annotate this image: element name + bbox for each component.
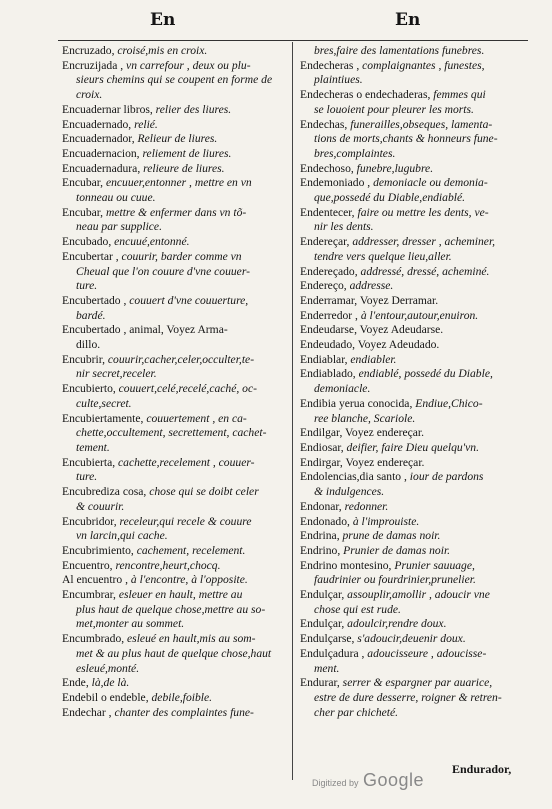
watermark-prefix: Digitized by (312, 778, 359, 788)
entry-translation: plaintiues. (314, 73, 363, 87)
entry-translation: encuué,entonné. (111, 235, 190, 249)
entry-continuation-line (300, 250, 522, 265)
entry-translation: funebre,lugubre. (353, 161, 434, 175)
entry-translation: couurir,cacher,celer,occulter,te- (105, 352, 255, 366)
entry-translation: Prunier sauuage, (391, 558, 475, 572)
entry-translation: & indulgences. (314, 485, 385, 499)
entry-translation: cachette,recelement , couuer- (115, 455, 255, 469)
dictionary-entry-line (300, 323, 522, 338)
entry-translation: couuertement , en ca- (143, 411, 247, 425)
entry-translation: endiabler. (347, 352, 397, 366)
entry-translation: Relieur de liures. (134, 132, 218, 146)
entry-translation: tonneau ou cuue. (76, 191, 156, 205)
entry-translation: là,de là. (88, 676, 130, 690)
entry-continuation-line (62, 73, 284, 88)
dictionary-entry-line (62, 103, 284, 118)
column-divider (292, 42, 293, 780)
entry-translation: ture. (76, 279, 98, 293)
dictionary-entry-line (62, 235, 284, 250)
dictionary-entry-line (300, 88, 522, 103)
dictionary-entry-line (62, 691, 284, 706)
entry-translation: dillo. (76, 338, 101, 352)
page-header (0, 10, 552, 32)
entry-headword: Encruzijada , (62, 58, 124, 72)
entry-headword: Endrino, (300, 543, 341, 557)
entry-headword: Encubertado , (62, 293, 127, 307)
entry-translation: ree blanche, Scariole. (314, 411, 416, 425)
entry-continuation-line (300, 603, 522, 618)
dictionary-entry-line (62, 118, 284, 133)
entry-headword: Encubierto, (62, 382, 116, 396)
dictionary-entry-line (62, 323, 284, 338)
dictionary-entry-line (300, 559, 522, 574)
entry-translation: Cheual que l'on couure d'vne couuer- (76, 264, 250, 278)
dictionary-entry-line (300, 353, 522, 368)
entry-translation: à l'entour,autour,enuiron. (357, 308, 479, 322)
entry-translation: & couurir. (76, 499, 125, 513)
dictionary-entry-line (62, 676, 284, 691)
entry-headword: Encubrediza cosa, (62, 485, 147, 499)
entry-translation: prune de damas noir. (339, 529, 441, 543)
entry-headword: Endulçar, (300, 617, 345, 631)
entry-translation: Endiue,Chico- (412, 396, 483, 410)
entry-translation: iour de pardons (406, 470, 484, 484)
entry-continuation-line (300, 147, 522, 162)
dictionary-entry-line (300, 470, 522, 485)
entry-headword: Endiosar, (300, 440, 344, 454)
dictionary-entry-line (62, 250, 284, 265)
entry-headword: Endeudarse, Voyez Adeudarse. (300, 323, 444, 337)
entry-translation: serrer & espargner par auarice, (339, 676, 493, 690)
entry-translation: à l'improuiste. (349, 514, 420, 528)
entry-translation: ture. (76, 470, 98, 484)
dictionary-entry-line (300, 397, 522, 412)
entry-translation: esleué en hault,mis au som- (124, 632, 256, 646)
entry-headword: Endirgar, Voyez endereçar. (300, 455, 425, 469)
entry-continuation-line (62, 88, 284, 103)
entry-headword: Encubertado , animal, Voyez Arma- (62, 323, 228, 337)
entry-continuation-line (62, 397, 284, 412)
dictionary-entry-line (300, 426, 522, 441)
dictionary-entry-line (300, 206, 522, 221)
entry-continuation-line (62, 338, 284, 353)
dictionary-entry-line (62, 382, 284, 397)
dictionary-entry-line (300, 118, 522, 133)
entry-continuation-line (300, 691, 522, 706)
entry-continuation-line (62, 603, 284, 618)
entry-continuation-line (62, 662, 284, 677)
entry-continuation-line (300, 573, 522, 588)
left-column (62, 44, 284, 720)
entry-headword: Endereçar, (300, 235, 350, 249)
dictionary-entry-line (62, 573, 284, 588)
entry-translation: bardé. (76, 308, 106, 322)
dictionary-entry-line (300, 676, 522, 691)
entry-translation: funerailles,obseques, lamenta- (347, 117, 493, 131)
entry-headword: Endechas, (300, 117, 348, 131)
entry-continuation-line (62, 441, 284, 456)
entry-continuation-line (62, 191, 284, 206)
entry-headword: Encuentro, (62, 558, 113, 572)
dictionary-entry-line (300, 279, 522, 294)
entry-translation: ment. (314, 661, 340, 675)
dictionary-entry-line (300, 176, 522, 191)
entry-translation: complaignantes , funestes, (359, 58, 485, 72)
entry-translation: adoucisseure , adoucisse- (364, 646, 487, 660)
entry-headword: Endilgar, Voyez endereçar. (300, 426, 425, 440)
digitized-watermark (312, 770, 424, 791)
entry-continuation-line (62, 617, 284, 632)
entry-continuation-line (300, 220, 522, 235)
entry-translation: tement. (76, 440, 110, 454)
entry-headword: Enderramar, Voyez Derramar. (300, 293, 439, 307)
entry-continuation-line (300, 191, 522, 206)
entry-headword: Endecheras , (300, 58, 360, 72)
entry-headword: Encubierta, (62, 455, 116, 469)
entry-translation: esleué,monté. (76, 661, 140, 675)
entry-headword: Encumbrado, (62, 632, 125, 646)
entry-continuation-line (300, 103, 522, 118)
entry-translation: vn carrefour , deux ou plu- (123, 58, 251, 72)
entry-headword: Endechoso, (300, 161, 354, 175)
dictionary-entry-line (300, 632, 522, 647)
dictionary-entry-line (300, 294, 522, 309)
entry-headword: Endiablado, (300, 367, 356, 381)
entry-headword: Encubado, (62, 235, 112, 249)
entry-headword: Endemoniado , (300, 176, 371, 190)
entry-translation: nir secret,receler. (76, 367, 157, 381)
dictionary-entry-line (62, 176, 284, 191)
dictionary-entry-line (62, 706, 284, 721)
entry-headword: Endolencias,dia santo , (300, 470, 407, 484)
entry-headword: Endrino montesino, (300, 558, 392, 572)
entry-headword: Endechar , (62, 705, 112, 719)
dictionary-entry-line (300, 647, 522, 662)
entry-translation: addresser, dresser , acheminer, (349, 235, 496, 249)
entry-continuation-line (300, 73, 522, 88)
entry-headword: Encuadernado, (62, 117, 132, 131)
entry-headword: Endebil o endeble, (62, 690, 149, 704)
dictionary-entry-line (300, 235, 522, 250)
entry-headword: Encubrimiento, (62, 543, 134, 557)
dictionary-entry-line (62, 132, 284, 147)
dictionary-entry-line (62, 59, 284, 74)
entry-translation: culte,secret. (76, 396, 132, 410)
entry-continuation-line (62, 426, 284, 441)
entry-translation: neau par supplice. (76, 220, 162, 234)
entry-continuation-line (300, 412, 522, 427)
dictionary-entry-line (62, 485, 284, 500)
entry-continuation-line (62, 309, 284, 324)
entry-translation: adoulcir,rendre doux. (344, 617, 447, 631)
dictionary-entry-line (300, 529, 522, 544)
left-running-head: En (150, 10, 176, 30)
entry-headword: Endrina, (300, 529, 340, 543)
entry-continuation-line (62, 470, 284, 485)
entry-continuation-line (62, 647, 284, 662)
entry-headword: Enderredor , (300, 308, 358, 322)
entry-translation: redonner. (341, 499, 389, 513)
entry-continuation-line (300, 485, 522, 500)
entry-headword: Endecheras o endechaderas, (300, 88, 431, 102)
entry-translation: addressé, dressé, acheminé. (357, 264, 490, 278)
entry-translation: chette,occultement, secrettement, cachet- (76, 426, 267, 440)
entry-translation: endiablé, possedé du Diable, (355, 367, 493, 381)
dictionary-entry-line (300, 544, 522, 559)
dictionary-entry-line (62, 206, 284, 221)
entry-translation: receleur,qui recele & couure (116, 514, 252, 528)
entry-translation: plus haut de quelque chose,mettre au so- (76, 602, 266, 616)
entry-translation: reliement de liures. (139, 146, 232, 160)
entry-translation: chose qui se doibt celer (146, 485, 259, 499)
entry-headword: Encuadernar libros, (62, 102, 153, 116)
entry-continuation-line (62, 279, 284, 294)
entry-translation: encuuer,entonner , mettre en vn (103, 176, 252, 190)
dictionary-entry-line (300, 367, 522, 382)
dictionary-entry-line (300, 59, 522, 74)
entry-translation: sieurs chemins qui se coupent en forme de (76, 73, 273, 87)
entry-translation: assouplir,amollir , adoucir vne (344, 588, 490, 602)
entry-translation: estre de dure desserre, roigner & retren- (314, 690, 502, 704)
dictionary-entry-line (300, 309, 522, 324)
entry-translation: bres,complaintes. (314, 146, 396, 160)
entry-translation: demoniacle ou demonia- (370, 176, 488, 190)
entry-headword: Endulçarse, (300, 632, 355, 646)
dictionary-entry-line (300, 338, 522, 353)
entry-translation: chose qui est rude. (314, 602, 401, 616)
entry-continuation-line (300, 132, 522, 147)
entry-translation: s'adoucir,deuenir doux. (354, 632, 466, 646)
entry-translation: debile,foible. (148, 690, 213, 704)
entry-translation: relier des liures. (152, 102, 232, 116)
entry-translation: couuert d'vne couuerture, (126, 293, 249, 307)
entry-headword: Endulçar, (300, 588, 345, 602)
entry-headword: Endonar, (300, 499, 342, 513)
right-column (300, 44, 522, 720)
entry-translation: se louoient pour pleurer les morts. (314, 102, 474, 116)
dictionary-entry-line (300, 456, 522, 471)
entry-translation: bres,faire des lamentations funebres. (314, 44, 485, 57)
entry-translation: cher par chicheté. (314, 705, 399, 719)
dictionary-entry-line (62, 294, 284, 309)
entry-translation: que,possedé du Diable,endiablé. (314, 191, 466, 205)
right-running-head: En (395, 10, 421, 30)
entry-headword: Endibia yerua conocida, (300, 396, 413, 410)
entry-translation: croix. (76, 88, 103, 102)
entry-headword: Encuadernador, (62, 132, 135, 146)
dictionary-entry-line (300, 500, 522, 515)
entry-headword: Encubar, (62, 205, 104, 219)
entry-headword: Al encuentro , (62, 573, 128, 587)
entry-headword: Encubridor, (62, 514, 117, 528)
entry-continuation-line (62, 500, 284, 515)
entry-headword: Encubrir, (62, 352, 105, 366)
entry-translation: à l'encontre, à l'opposite. (128, 573, 248, 587)
entry-translation: couurir, barder comme vn (118, 249, 242, 263)
entry-continuation-line (62, 367, 284, 382)
entry-translation: met,monter au sommet. (76, 617, 185, 631)
dictionary-entry-line (62, 544, 284, 559)
entry-continuation-line (62, 265, 284, 280)
entry-headword: Encuadernadura, (62, 161, 141, 175)
entry-translation: demoniacle. (314, 382, 371, 396)
entry-translation: rencontre,heurt,chocq. (112, 558, 221, 572)
entry-translation: met & au plus haut de quelque chose,haut (76, 646, 272, 660)
dictionary-entry-line (62, 588, 284, 603)
entry-headword: Endereçado, (300, 264, 358, 278)
entry-headword: Endereço, (300, 279, 347, 293)
dictionary-entry-line (62, 147, 284, 162)
entry-translation: deifier, faire Dieu quelqu'vn. (343, 440, 480, 454)
google-logo: Google (362, 770, 425, 790)
entry-translation: addresse. (346, 279, 394, 293)
dictionary-entry-line (300, 617, 522, 632)
entry-headword: Endentecer, (300, 205, 355, 219)
entry-translation: femmes qui (430, 88, 486, 102)
entry-translation: esleuer en hault, mettre au (115, 588, 243, 602)
entry-translation: nir les dents. (314, 220, 374, 234)
catchword: Endurador, (452, 762, 512, 776)
entry-headword: Endiablar, (300, 352, 348, 366)
entry-continuation-line (300, 706, 522, 721)
entry-continuation-line (62, 529, 284, 544)
entry-translation: vn larcin,qui cache. (76, 529, 168, 543)
entry-translation: chanter des complaintes fune- (111, 705, 254, 719)
entry-headword: Encubertar , (62, 249, 119, 263)
dictionary-entry-line (62, 353, 284, 368)
entry-translation: relié. (131, 117, 158, 131)
entry-headword: Encuadernacion, (62, 146, 140, 160)
dictionary-entry-line (62, 162, 284, 177)
header-rule (58, 40, 528, 41)
entry-continuation-line (300, 44, 522, 59)
entry-translation: croisé,mis en croix. (114, 44, 208, 57)
entry-headword: Encubar, (62, 176, 104, 190)
dictionary-entry-line (62, 44, 284, 59)
entry-headword: Endonado, (300, 514, 350, 528)
dictionary-entry-line (300, 515, 522, 530)
entry-translation: mettre & enfermer dans vn tõ- (103, 205, 247, 219)
entry-headword: Ende, (62, 676, 89, 690)
dictionary-entry-line (300, 265, 522, 280)
entry-headword: Endulçadura , (300, 646, 365, 660)
entry-headword: Encumbrar, (62, 588, 116, 602)
entry-continuation-line (300, 662, 522, 677)
entry-headword: Endurar, (300, 676, 340, 690)
dictionary-entry-line (300, 162, 522, 177)
entry-continuation-line (300, 382, 522, 397)
dictionary-entry-line (62, 515, 284, 530)
dictionary-entry-line (62, 412, 284, 427)
dictionary-entry-line (62, 456, 284, 471)
entry-translation: relieure de liures. (140, 161, 225, 175)
entry-translation: cachement, recelement. (133, 543, 246, 557)
entry-headword: Encruzado, (62, 44, 115, 57)
entry-translation: Prunier de damas noir. (340, 543, 451, 557)
dictionary-entry-line (300, 588, 522, 603)
dictionary-entry-line (62, 559, 284, 574)
dictionary-entry-line (62, 632, 284, 647)
entry-translation: faire ou mettre les dents, ve- (354, 205, 489, 219)
entry-headword: Endeudado, Voyez Adeudado. (300, 338, 440, 352)
entry-translation: couuert,celé,recelé,caché, oc- (115, 382, 257, 396)
entry-continuation-line (62, 220, 284, 235)
dictionary-entry-line (300, 441, 522, 456)
entry-translation: faudrinier ou fourdrinier,prunelier. (314, 573, 476, 587)
entry-headword: Encubiertamente, (62, 411, 144, 425)
entry-translation: tions de morts,chants & honneurs fune- (314, 132, 498, 146)
entry-translation: tendre vers quelque lieu,aller. (314, 249, 452, 263)
